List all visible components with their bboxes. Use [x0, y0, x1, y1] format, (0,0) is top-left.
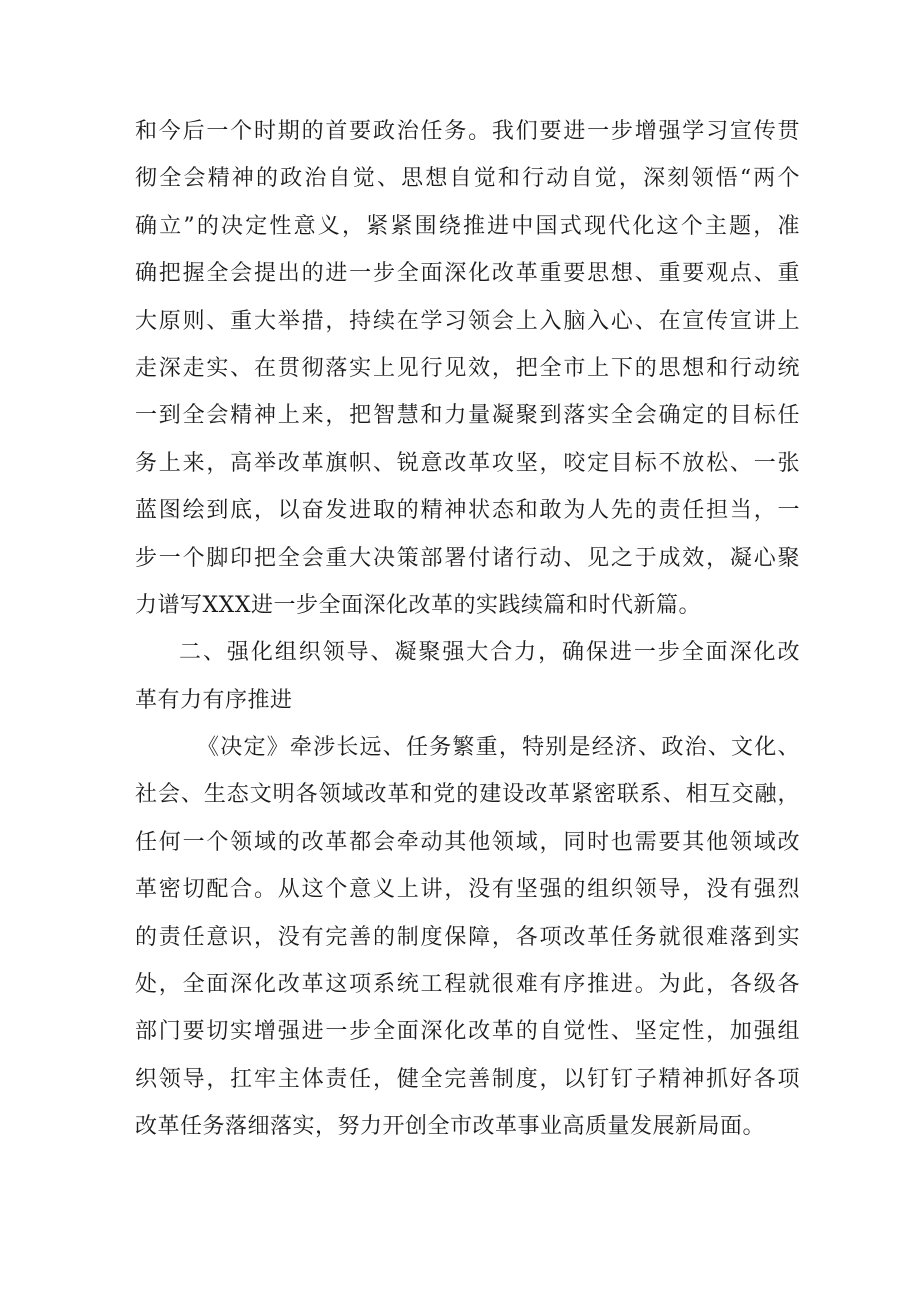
paragraph-line: 改革任务落细落实，努力开创全市改革事业高质量发展新局面。 [135, 1114, 766, 1140]
paragraph-line: 任何一个领域的改革都会牵动其他领域，同时也需要其他领域改 [135, 829, 800, 855]
paragraph-line: 蓝图绘到底，以奋发进取的精神状态和敢为人先的责任担当，一 [135, 498, 800, 524]
paragraph-line: 社会、生态文明各领域改革和党的建设改革紧密联系、相互交融， [135, 782, 800, 808]
heading-line: 二、强化组织领导、凝聚强大合力，确保进一步全面深化改 [179, 640, 800, 666]
paragraph-2 [135, 724, 800, 1151]
paragraph-line: 确立”的决定性意义，紧紧围绕推进中国式现代化这个主题，准 [135, 213, 800, 239]
paragraph-line: 彻全会精神的政治自觉、思想自觉和行动自觉，深刻领悟“两个 [135, 166, 800, 192]
paragraph-line: 走深走实、在贯彻落实上见行见效，把全市上下的思想和行动统 [135, 355, 800, 381]
paragraph-line: 的责任意识，没有完善的制度保障，各项改革任务就很难落到实 [135, 924, 800, 950]
paragraph-line: 务上来，高举改革旗帜、锐意改革攻坚，咬定目标不放松、一张 [135, 450, 800, 476]
document-body [135, 108, 800, 1151]
paragraph-line: 部门要切实增强进一步全面深化改革的自觉性、坚定性，加强组 [135, 1019, 800, 1045]
paragraph-line: 处，全面深化改革这项系统工程就很难有序推进。为此，各级各 [135, 972, 800, 998]
paragraph-line: 步一个脚印把全会重大决策部署付诸行动、见之于成效，凝心聚 [135, 545, 800, 571]
paragraph-line: 革密切配合。从这个意义上讲，没有坚强的组织领导，没有强烈 [135, 877, 800, 903]
paragraph-line: 力谱写XXX进一步全面深化改革的实践续篇和时代新篇。 [135, 592, 701, 618]
heading-line: 革有力有序推进 [135, 687, 293, 713]
paragraph-line: 大原则、重大举措，持续在学习领会上入脑入心、在宣传宣讲上 [135, 308, 800, 334]
paragraph-line: 织领导，扛牢主体责任，健全完善制度，以钉钉子精神抓好各项 [135, 1066, 800, 1092]
paragraph-1 [135, 108, 800, 629]
paragraph-line: 和今后一个时期的首要政治任务。我们要进一步增强学习宣传贯 [135, 119, 800, 144]
section-heading-2 [135, 629, 800, 724]
paragraph-line: 一到全会精神上来，把智慧和力量凝聚到落实全会确定的目标任 [135, 403, 800, 429]
paragraph-line: 《决定》牵涉长远、任务繁重，特别是经济、政治、文化、 [197, 735, 800, 761]
paragraph-line: 确把握全会提出的进一步全面深化改革重要思想、重要观点、重 [135, 261, 800, 287]
